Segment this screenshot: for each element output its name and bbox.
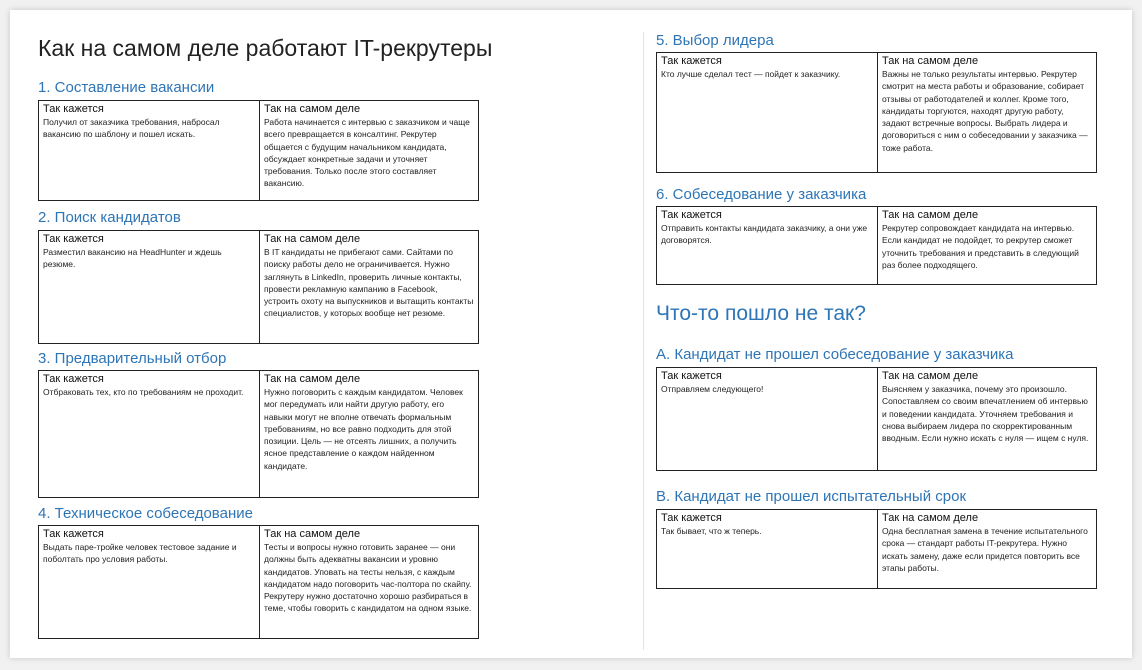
section-4-title: 4. Техническое собеседование [38, 505, 253, 522]
reality-cell [878, 510, 1097, 589]
reality-text: Одна бесплатная замена в течение испытательного срока — стандарт работы IT-рекрутера. Нужно искать замену, даже если придется повторить все этапы работы. [882, 526, 1088, 573]
problem-a-title: А. Кандидат не прошел собеседование у заказчика [656, 346, 1014, 363]
reality-text: Нужно поговорить с каждым кандидатом. Человек мог передумать или найти другую работу, его навыки могут не вполне отвечать формальным требованиям, но все равно подходить для этой позиции. Цель — не отсеять лишних, а получить ясное представление о каждом найденном кандидате. [264, 387, 463, 471]
problem-a-table [656, 367, 1097, 471]
page-title: Как на самом деле работают IT-рекрутеры [38, 35, 493, 61]
reality-cell [260, 101, 479, 201]
seems-text: Отправить контакты кандидата заказчику, а они уже договорятся. [661, 223, 868, 246]
reality-header: Так на самом деле [264, 373, 361, 385]
seems-header: Так кажется [661, 370, 722, 382]
section-3-title: 3. Предварительный отбор [38, 350, 227, 367]
section-4-table [38, 525, 479, 639]
seems-cell [657, 510, 878, 589]
reality-text: Важны не только результаты интервью. Рекрутер смотрит на места работы и образование, собирает отзывы от работодателей и коллег. Кроме того, кандидаты торгуются, находят другую работу, задают встречные вопросы. Выбрать лидера и договориться с ним о собеседовании у заказчика — тоже работа. [882, 69, 1088, 153]
reality-header: Так на самом деле [882, 370, 979, 382]
seems-header: Так кажется [661, 209, 722, 221]
reality-header: Так на самом деле [264, 528, 361, 540]
column-divider [643, 32, 644, 650]
reality-text: В IT кандидаты не прибегают сами. Сайтами по поиску работы дело не ограничивается. Нужно заглянуть в LinkedIn, проверить личные контакты, провести рекламную кампанию в Facebook, устроить охоту на выпускников и вытащить контакты специалистов, у которых вообще нет резюме. [264, 247, 474, 319]
seems-header: Так кажется [43, 528, 104, 540]
reality-cell [260, 371, 479, 498]
seems-header: Так кажется [43, 103, 104, 115]
reality-header: Так на самом деле [882, 512, 979, 524]
problem-b-title: В. Кандидат не прошел испытательный срок [656, 488, 967, 505]
reality-header: Так на самом деле [264, 103, 361, 115]
reality-header: Так на самом деле [882, 209, 979, 221]
seems-text: Отбраковать тех, кто по требованиям не проходит. [43, 387, 244, 397]
section-2-title: 2. Поиск кандидатов [38, 209, 181, 226]
reality-text: Выясняем у заказчика, почему это произошло. Сопоставляем со своим впечатлением об интервью и поведении кандидата. Уточняем требования и снова выбираем лидера по скорректированным вводным. Если нужно искать с нуля — ищем с нуля. [882, 384, 1089, 444]
seems-cell [657, 53, 878, 173]
problems-title: Что-то пошло не так? [656, 302, 866, 325]
section-2-table [38, 230, 479, 344]
seems-cell [39, 371, 260, 498]
reality-text: Работа начинается с интервью с заказчиком и чаще всего превращается в консалтинг. Рекрутер общается с будущим начальником кандидата, обсуждает конкретные задачи и уточняет требования. Только после этого составляет вакансию. [264, 117, 470, 189]
seems-header: Так кажется [661, 55, 722, 67]
seems-text: Получил от заказчика требования, набросал вакансию по шаблону и пошел искать. [43, 117, 220, 140]
reality-header: Так на самом деле [264, 233, 361, 245]
reality-cell [878, 53, 1097, 173]
reality-header: Так на самом деле [882, 55, 979, 67]
section-3-table [38, 370, 479, 498]
seems-cell [39, 231, 260, 344]
reality-text: Рекрутер сопровождает кандидата на интервью. Если кандидат не подойдет, то рекрутер сможет уточнить требования и представить в следующий раз более подходящего. [882, 223, 1079, 270]
problem-b-table [656, 509, 1097, 589]
document-page [10, 10, 1132, 658]
section-6-table [656, 206, 1097, 285]
seems-header: Так кажется [43, 233, 104, 245]
seems-cell [657, 368, 878, 471]
section-6-title: 6. Собеседование у заказчика [656, 186, 867, 203]
section-5-table [656, 52, 1097, 173]
section-5-title: 5. Выбор лидера [656, 32, 774, 49]
seems-text: Разместил вакансию на HeadHunter и ждешь резюме. [43, 247, 222, 270]
section-1-table [38, 100, 479, 201]
reality-cell [260, 526, 479, 639]
seems-header: Так кажется [43, 373, 104, 385]
seems-text: Кто лучше сделал тест — пойдет к заказчику. [661, 69, 841, 79]
seems-text: Отправляем следующего! [661, 384, 764, 394]
reality-cell [878, 207, 1097, 285]
reality-cell [260, 231, 479, 344]
reality-cell [878, 368, 1097, 471]
seems-header: Так кажется [661, 512, 722, 524]
seems-text: Выдать паре-тройке человек тестовое задание и поболтать про условия работы. [43, 542, 237, 565]
seems-cell [39, 526, 260, 639]
seems-cell [657, 207, 878, 285]
seems-text: Так бывает, что ж теперь. [661, 526, 762, 536]
reality-text: Тесты и вопросы нужно готовить заранее — они должны быть адекватны вакансии и уровню кандидатов. Уповать на тесты нельзя, с каждым кандидатом надо поговорить час-полтора по скайпу. Рекрутеру нужно достаточно хорошо разбираться в теме, чтобы говорить с кандидатом на одном языке. [264, 542, 472, 614]
section-1-title: 1. Составление вакансии [38, 79, 215, 96]
seems-cell [39, 101, 260, 201]
